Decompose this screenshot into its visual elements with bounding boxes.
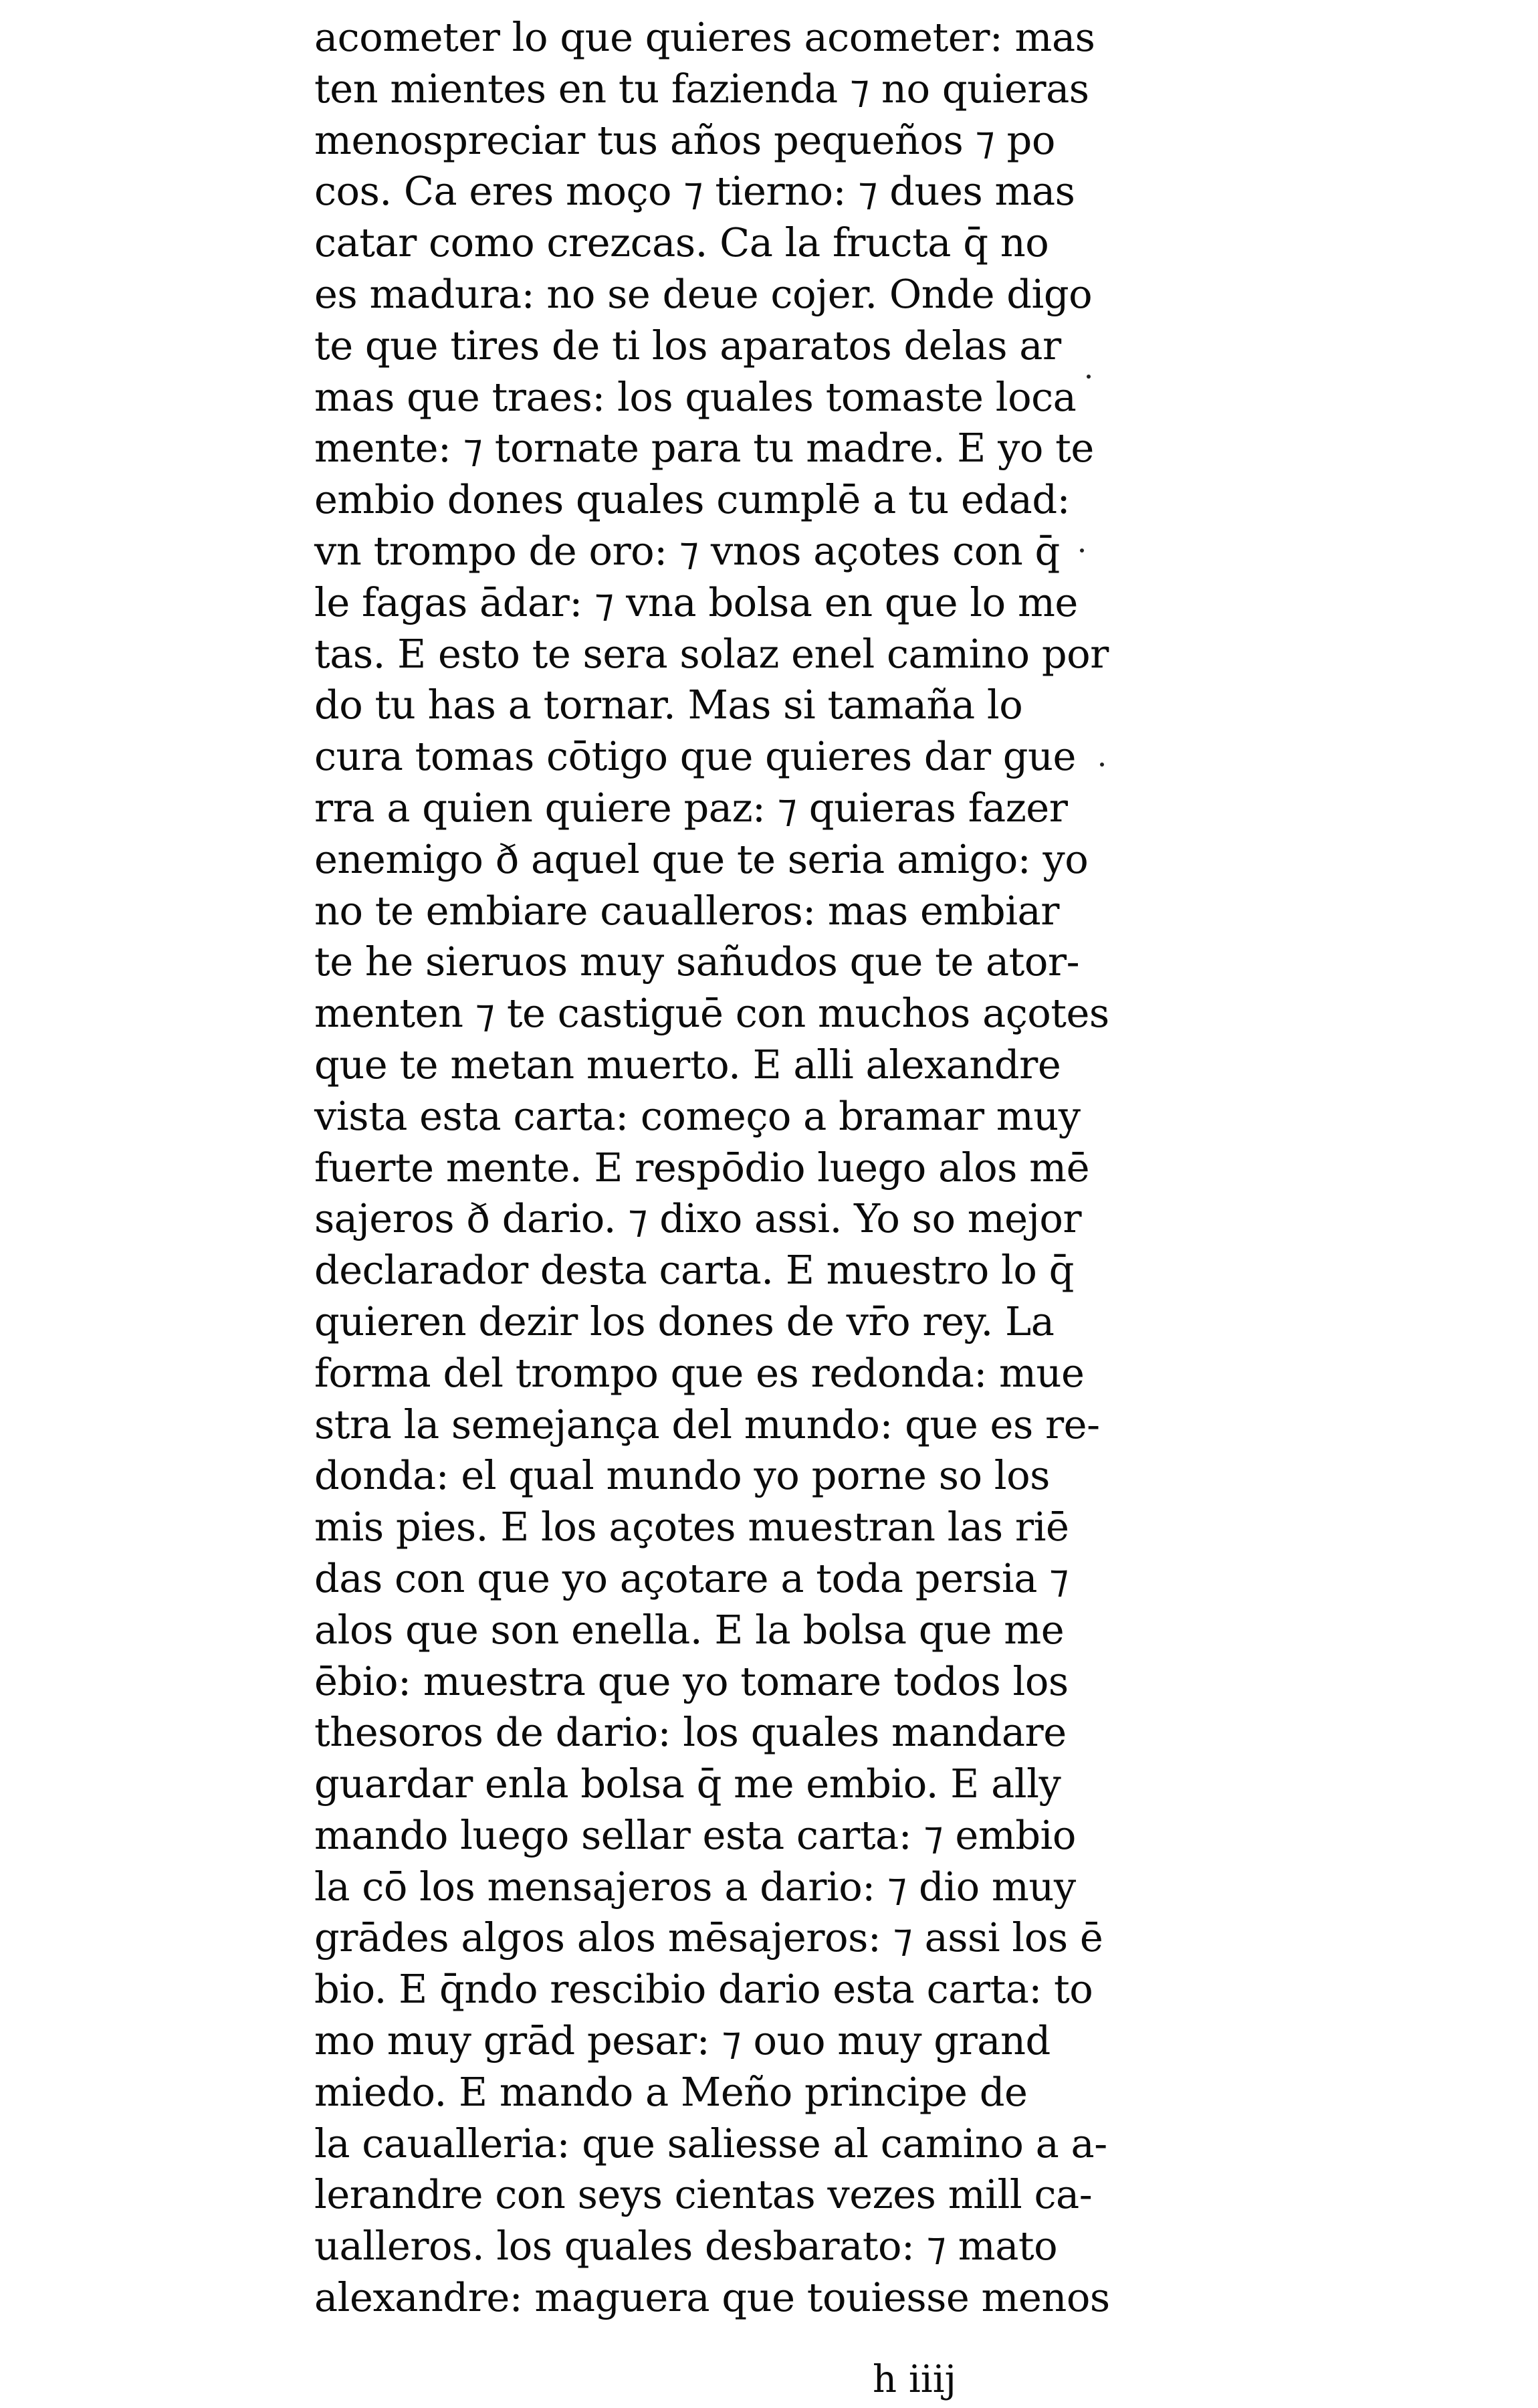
text-line: la cō los mensajeros a dario: ⁊ dio muy [314, 1863, 1076, 1910]
text-line: rra a quien quiere paz: ⁊ quieras fazer [314, 784, 1068, 831]
text-line: le fagas ādar: ⁊ vna bolsa en que lo me [314, 579, 1078, 625]
text-line: alexandre: maguera que touiesse menos [314, 2274, 1110, 2321]
text-line: menospreciar tus años pequeños ⁊ po [314, 116, 1055, 163]
text-line: declarador desta carta. E muestro lo q̄ [314, 1247, 1074, 1294]
text-line: ualleros. los quales desbarato: ⁊ mato [314, 2223, 1058, 2270]
text-line: sajeros ð dario. ⁊ dixo assi. Yo so mejor [314, 1195, 1082, 1242]
text-line: tas. E esto te sera solaz enel camino por [314, 630, 1109, 677]
text-line: forma del trompo que es redonda: mue [314, 1349, 1085, 1396]
text-line: cos. Ca eres moço ⁊ tierno: ⁊ dues mas [314, 168, 1075, 215]
text-line: grādes algos alos mēsajeros: ⁊ assi los ē [314, 1914, 1103, 1961]
text-line: stra la semejança del mundo: que es re- [314, 1401, 1100, 1447]
text-line: mas que traes: los quales tomaste loca [314, 373, 1077, 420]
text-line: no te embiare caualleros: mas embiar [314, 887, 1059, 934]
text-line: acometer lo que quieres acometer: mas [314, 14, 1095, 60]
text-line: mis pies. E los açotes muestran las riē [314, 1504, 1069, 1550]
text-line: ten mientes en tu fazienda ⁊ no quieras [314, 65, 1089, 112]
text-line: vista esta carta: começo a bramar muy [314, 1092, 1081, 1139]
text-line: quieren dezir los dones de vr̄o rey. La [314, 1298, 1055, 1344]
text-line: menten ⁊ te castiguē con muchos açotes [314, 990, 1109, 1037]
text-line: catar como crezcas. Ca la fructa q̄ no [314, 219, 1049, 266]
scan-speck [1080, 548, 1084, 553]
text-line: lerandre con seys cientas vezes mill ca- [314, 2171, 1093, 2218]
text-line: guardar enla bolsa q̄ me embio. E ally [314, 1761, 1061, 1807]
text-line: que te metan muerto. E alli alexandre [314, 1041, 1061, 1088]
text-line: do tu has a tornar. Mas si tamaña lo [314, 682, 1023, 728]
scan-speck [1100, 763, 1104, 767]
text-line: thesoros de dario: los quales mandare [314, 1709, 1067, 1756]
text-line: mente: ⁊ tornate para tu madre. E yo te [314, 425, 1094, 472]
text-column [314, 12, 1110, 2324]
text-line: mo muy grād pesar: ⁊ ouo muy grand [314, 2017, 1051, 2064]
text-line: fuerte mente. E respōdio luego alos mē [314, 1144, 1090, 1191]
text-line: bio. E q̄ndo rescibio dario esta carta: to [314, 1966, 1093, 2013]
text-line: te he sieruos muy sañudos que te ator- [314, 938, 1080, 985]
text-line: te que tires de ti los aparatos delas ar [314, 322, 1061, 369]
text-line: donda: el qual mundo yo porne so los [314, 1452, 1050, 1499]
text-line: la caualleria: que saliesse al camino a a- [314, 2120, 1107, 2167]
scan-speck [1087, 375, 1091, 379]
text-line: enemigo ð aquel que te seria amigo: yo [314, 835, 1089, 882]
text-line: cura tomas cōtigo que quieres dar gue [314, 733, 1076, 780]
text-line: alos que son enella. E la bolsa que me [314, 1606, 1065, 1653]
text-line: ēbio: muestra que yo tomare todos los [314, 1658, 1069, 1704]
text-line: mando luego sellar esta carta: ⁊ embio [314, 1811, 1076, 1858]
text-line: das con que yo açotare a toda persia ⁊ [314, 1554, 1069, 1601]
signature-mark: h iiij [873, 2358, 956, 2401]
text-line: es madura: no se deue cojer. Onde digo [314, 270, 1093, 317]
text-line: embio dones quales cumplē a tu edad: [314, 476, 1070, 523]
text-line: vn trompo de oro: ⁊ vnos açotes con q̄ [314, 527, 1060, 574]
text-line: miedo. E mando a Meño principe de [314, 2068, 1028, 2115]
